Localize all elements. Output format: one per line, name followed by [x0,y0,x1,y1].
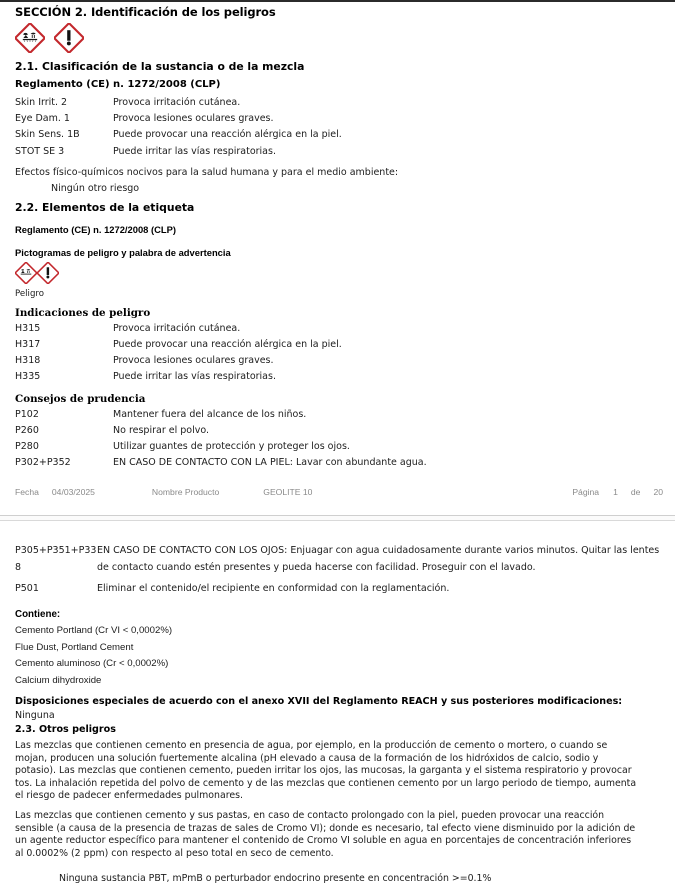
precautionary-row [15,407,663,423]
footer-page-number: 1 [613,487,618,498]
precautionary-desc: Mantener fuera del alcance de los niños. [113,408,307,420]
page-footer [15,471,663,497]
precautionary-code-line1: P305+P351+P33 [15,545,97,557]
footer-product-label: Nombre Producto [151,487,220,498]
precautionary-desc: EN CASO DE CONTACTO CON LOS OJOS: Enjuagar con agua cuidadosamente durante varios minutos. Quitar las lentes de contacto cuando estén presentes y pueda hacerse con facilidad. Proseguir con el lavado. [97,545,660,573]
hazard-statement-row [15,321,663,337]
precautionary-code: P280 [15,441,39,453]
precautionary-code: P501 [15,582,39,594]
footer-page-of-label: de [630,487,641,498]
precautionary-code-line2: 8 [15,561,22,573]
precautionary-desc: EN CASO DE CONTACTO CON LA PIEL: Lavar con abundante agua. [113,457,427,469]
hazard-statements-header: Indicaciones de peligro [15,306,151,319]
precautionary-code: P102 [15,408,39,420]
classification-desc: Provoca irritación cutánea. [113,97,241,108]
label-pictograms-header: Pictogramas de peligro y palabra de advertencia [15,246,231,258]
ghs07-exclamation-icon [37,262,59,288]
precautionary-desc: Eliminar el contenido/el recipiente en conformidad con la reglamentación. [97,582,450,594]
clp-regulation-2-2: Reglamento (CE) n. 1272/2008 (CLP) [15,223,176,235]
footer-date-label: Fecha [15,487,39,498]
hazard-code: H317 [15,339,41,351]
other-hazards-paragraph: Las mezclas que contienen cemento en presencia de agua, por ejemplo, en la producción de cemento o mortero, o cuando se mojan, producen una solución fuertemente alcalina (pH elevado a causa de la formación de los hidróxidos de calcio, sodio y potasio). Las mezclas que contienen cemento, pueden irritar los ojos, las mucosas, la garganta y el sistema respiratorio y provocar tos. La inhalación repetida del polvo de cemento y de las mezclas que contienen cemento por un largo periodo de tiempo, aumenta el riesgo de padecer enfermedades pulmonares. [15,740,637,802]
precautionary-code [15,543,97,575]
footer-page-total: 20 [653,487,663,498]
classification-code: Eye Dam. 1 [15,113,70,125]
precautionary-row [15,455,663,471]
sds-page-2 [0,521,675,886]
hazard-statement-row [15,337,663,353]
precautionary-desc: Utilizar guantes de protección y proteger los ojos. [113,441,350,453]
hazard-statement-row [15,353,663,369]
precautionary-row [15,423,663,439]
precautionary-row [15,543,663,575]
other-hazards-paragraph: Las mezclas que contienen cemento y sus pastas, en caso de contacto prolongado con la piel, pueden provocar una reacción sensible (a causa de la presencia de trazas de sales de Cromo VI); donde es necesario, tal efecto viene disminuido por la adición de un agente reductor específico para mantener el contenido de Cromo VI soluble en agua en porcentajes de concentración inferiores al 0.0002% (2 ppm) con respecto al peso total en seco de cemento. [15,810,636,859]
ghs05-corrosion-icon [15,262,37,288]
classification-code: Skin Sens. 1B [15,129,80,141]
clp-regulation-2-1: Reglamento (CE) n. 1272/2008 (CLP) [15,79,221,90]
classification-desc: Puede irritar las vías respiratorias. [113,145,276,157]
precautionary-desc: No respirar el polvo. [113,424,210,436]
precautionary-row [15,439,663,455]
footer-product-value: GEOLITE 10 [263,487,313,498]
hazard-statement-row [15,369,663,385]
page-title: SECCIÓN 2. Identificación de los peligros [15,5,276,19]
classification-row [15,111,663,127]
hazard-desc: Puede irritar las vías respiratorias. [113,371,276,383]
label-pictogram-group [15,260,663,288]
subsection-2-1-title: 2.1. Clasificación de la sustancia o de la mezcla [15,60,305,73]
classification-row [15,95,663,111]
ghs07-exclamation-icon [54,23,84,57]
precautionary-statements-header: Consejos de prudencia [15,392,146,405]
classification-row [15,127,663,143]
precautionary-code: P260 [15,424,39,436]
contains-item: Cemento aluminoso (Cr < 0,0002%) [15,658,169,670]
contains-header: Contiene: [15,609,61,621]
precautionary-row [15,581,663,597]
classification-row [15,144,663,160]
adverse-effects-header: Efectos físico-químicos nocivos para la salud humana y para el medio ambiente: [15,166,399,178]
adverse-effects-value: Ningún otro riesgo [51,182,140,194]
classification-desc: Provoca lesiones oculares graves. [113,113,274,125]
precautionary-code: P302+P352 [15,457,71,469]
classification-desc: Puede provocar una reacción alérgica en la piel. [113,129,342,141]
pbt-substance-note: Ninguna sustancia PBT, mPmB o perturbador endocrino presente en concentración >=0.1% [59,873,492,885]
footer-date-value: 04/03/2025 [51,487,95,498]
special-provisions-header: Disposiciones especiales de acuerdo con el anexo XVII del Reglamento REACH y sus posteriores modificaciones: [15,696,623,708]
hazard-desc: Puede provocar una reacción alérgica en la piel. [113,339,342,351]
hazard-code: H318 [15,355,41,367]
contains-item: Flue Dust, Portland Cement [15,641,134,653]
classification-code: STOT SE 3 [15,145,65,157]
subsection-2-3-title: 2.3. Otros peligros [15,724,116,736]
hazard-desc: Provoca irritación cutánea. [113,322,241,334]
classification-code: Skin Irrit. 2 [15,97,68,108]
special-provisions-value: Ninguna [15,710,55,722]
hazard-code: H335 [15,371,41,383]
footer-page-label: Página [572,487,600,498]
hazard-code: H315 [15,322,41,334]
contains-item: Calcium dihydroxide [15,674,102,686]
signal-word: Peligro [15,288,44,299]
ghs05-corrosion-icon [15,23,45,57]
contains-item: Cemento Portland (Cr VI < 0,0002%) [15,625,173,637]
hazard-desc: Provoca lesiones oculares graves. [113,355,274,367]
hazard-pictogram-group [15,19,663,59]
subsection-2-2-title: 2.2. Elementos de la etiqueta [15,200,195,214]
